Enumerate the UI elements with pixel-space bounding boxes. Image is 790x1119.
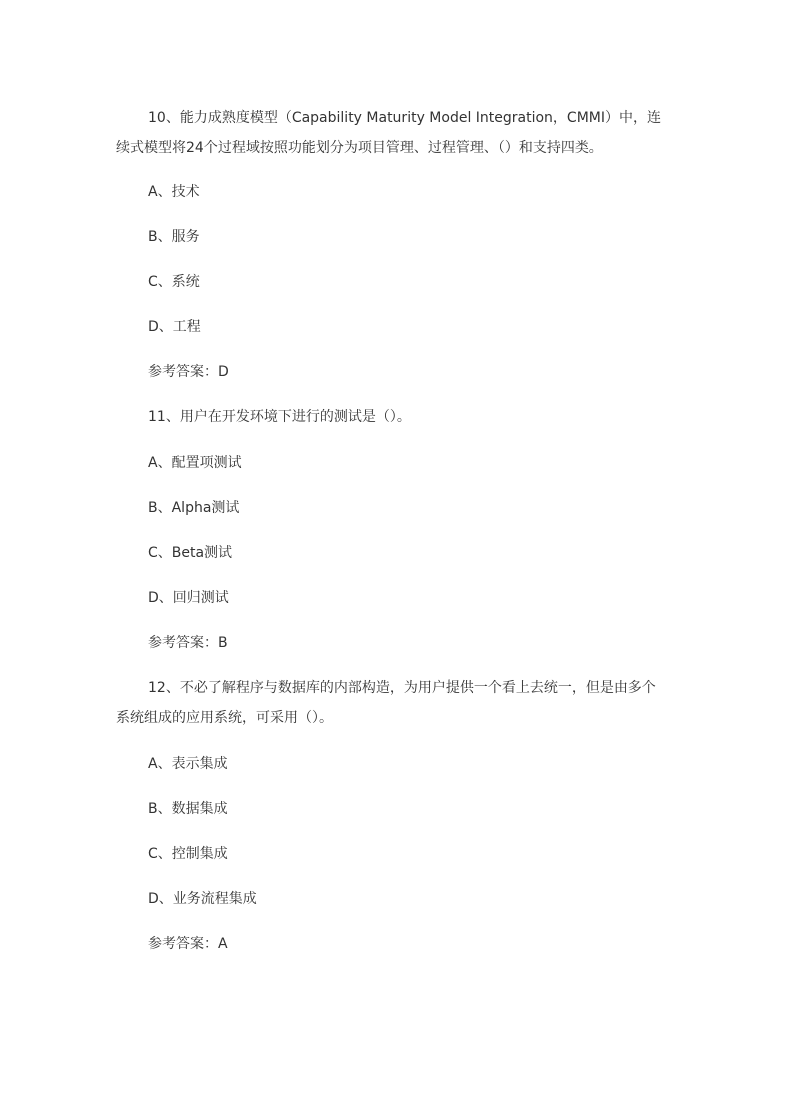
question-10-option-a: A、技术 bbox=[148, 184, 200, 200]
question-10-option-c: C、系统 bbox=[148, 274, 200, 290]
question-12-stem: 12、不必了解程序与数据库的内部构造，为用户提供一个看上去统一，但是由多个系统组成的应用系统，可采用（）。 bbox=[116, 680, 656, 726]
question-10-option-d: D、工程 bbox=[148, 319, 201, 335]
question-11-option-d: D、回归测试 bbox=[148, 590, 229, 606]
question-12-option-c: C、控制集成 bbox=[148, 846, 228, 862]
question-12-option-a: A、表示集成 bbox=[148, 756, 228, 772]
question-11-stem: 11、用户在开发环境下进行的测试是（）。 bbox=[148, 409, 411, 425]
question-11-answer: 参考答案：B bbox=[148, 635, 228, 651]
question-12-option-b: B、数据集成 bbox=[148, 801, 228, 817]
question-11-option-c: C、Beta测试 bbox=[148, 545, 233, 561]
question-12-option-d: D、业务流程集成 bbox=[148, 891, 257, 907]
question-11-option-b: B、Alpha测试 bbox=[148, 500, 240, 516]
question-11-option-a: A、配置项测试 bbox=[148, 455, 242, 471]
question-10-stem: 10、能力成熟度模型（Capability Maturity Model Integration，CMMI）中，连续式模型将24个过程域按照功能划分为项目管理、过程管理、（）和支持四类。 bbox=[116, 110, 661, 156]
question-12-answer: 参考答案：A bbox=[148, 936, 228, 952]
question-10-option-b: B、服务 bbox=[148, 229, 200, 245]
question-10-answer: 参考答案：D bbox=[148, 364, 229, 380]
